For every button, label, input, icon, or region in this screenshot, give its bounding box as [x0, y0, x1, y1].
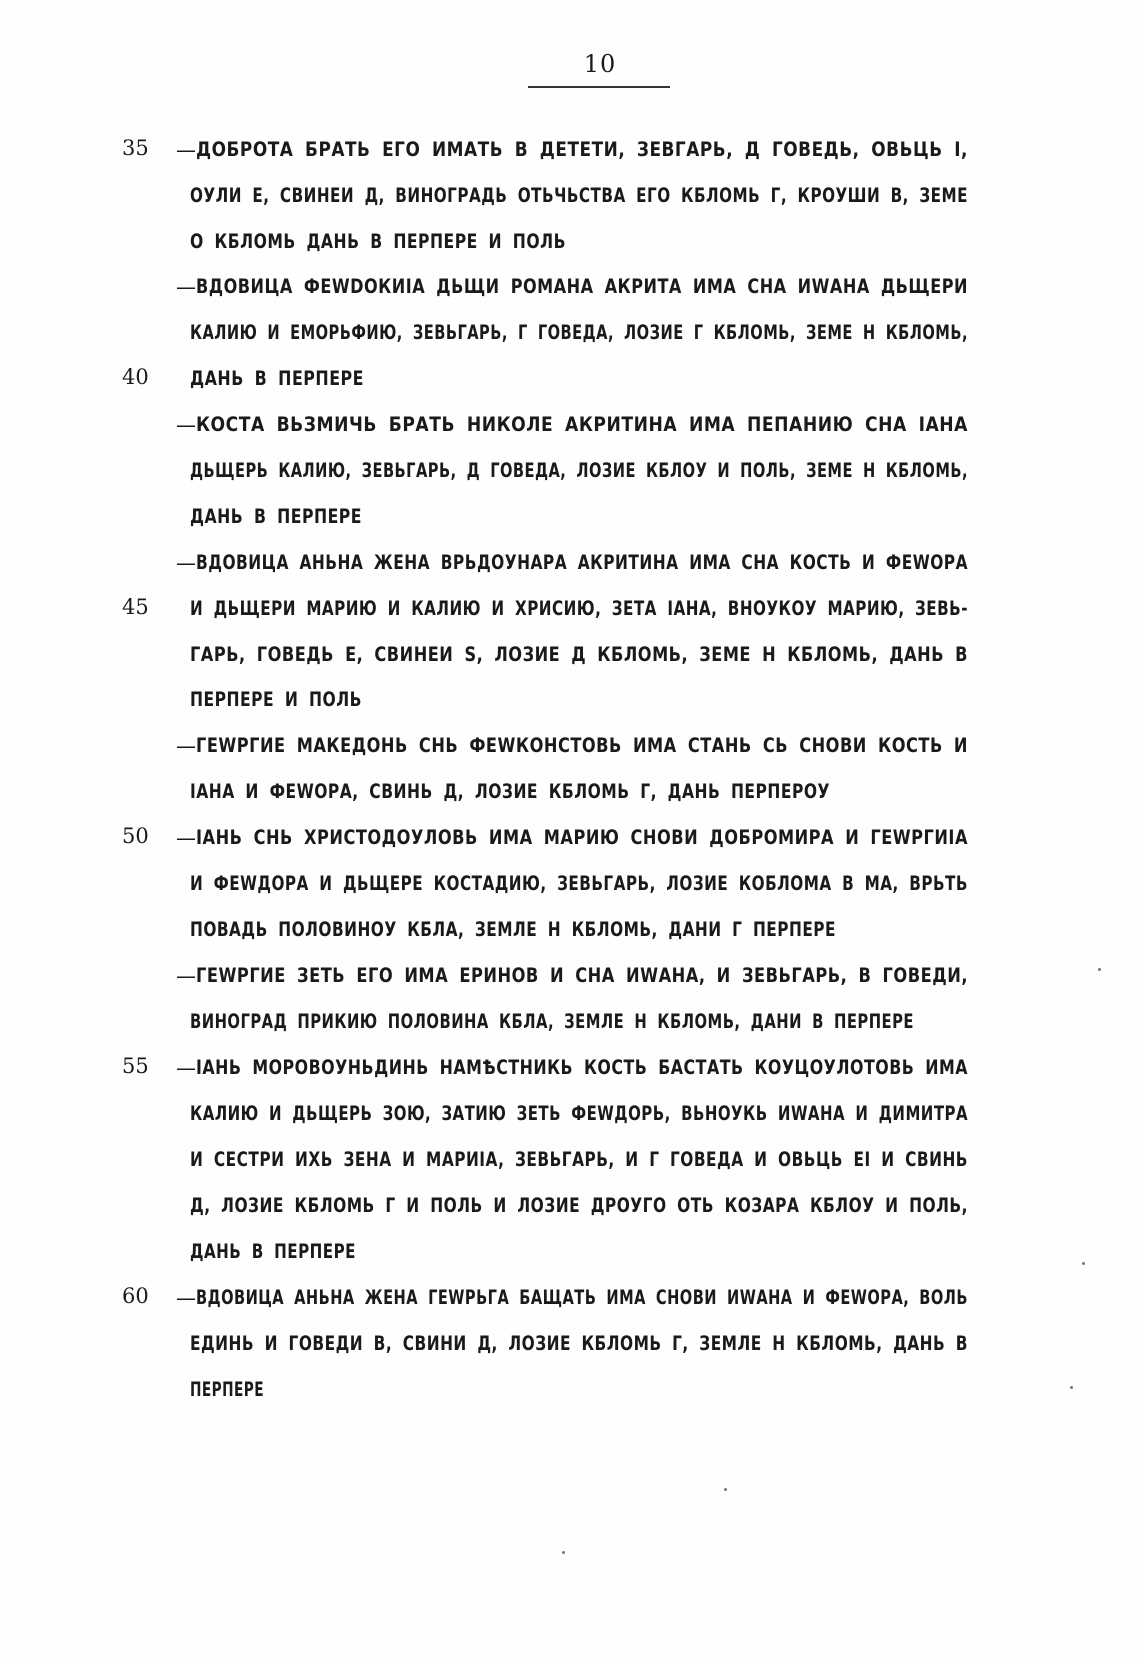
line-text: КАЛИЮ И ДЬЩЕРЬ ЗОЮ, ЗАТИЮ ЗЕТЬ ФЕWДОРЬ, ВЬНОУКЬ ИWАНА И ДИМИТРА	[190, 1102, 968, 1125]
paper-speck	[1082, 1262, 1085, 1265]
text-line	[0, 130, 1140, 176]
text-line	[0, 267, 1140, 313]
text-line	[0, 635, 1140, 681]
text-line	[0, 451, 1140, 497]
line-text: КОСТА ВЬЗМИЧЬ БРАТЬ НИКОЛЕ АКРИТИНА ИМА ПЕПАНИЮ СНА IАНА	[196, 413, 968, 436]
line-text: ДАНЬ В ПЕРПЕРЕ	[190, 367, 364, 390]
entry-dash: —	[176, 964, 196, 988]
line-text: ГЕWРГИЕ МАКЕДОНЬ СНЬ ФЕWКОНСТОВЬ ИМА СТАНЬ СЬ СНОВИ КОСТЬ И	[196, 734, 968, 757]
line-text: ДАНЬ В ПЕРПЕРЕ	[190, 1240, 356, 1263]
line-text: ГЕWРГИЕ ЗЕТЬ ЕГО ИМА ЕРИНОВ И СНА ИWАНА, И ЗЕВЬГАРЬ, В ГОВЕДИ,	[196, 964, 968, 987]
text-line	[0, 1048, 1140, 1094]
line-text: Д, ЛОЗИЕ КБЛОМЬ Г И ПОЛЬ И ЛОЗИЕ ДРОУГО ОТЬ КОЗАРА КБЛОУ И ПОЛЬ,	[190, 1194, 968, 1217]
text-line	[0, 359, 1140, 405]
line-text: О КБЛОМЬ ДАНЬ В ПЕРПЕРЕ И ПОЛЬ	[190, 230, 566, 253]
entry-dash: —	[176, 826, 196, 850]
line-text: ДОБРОТА БРАТЬ ЕГО ИМАТЬ В ДЕТЕТИ, ЗЕВГАРЬ, Д ГОВЕДЬ, ОВЬЦЬ І,	[196, 138, 968, 161]
line-number: 35	[122, 136, 149, 160]
line-number: 55	[122, 1054, 149, 1078]
text-line	[0, 543, 1140, 589]
text-line	[0, 1002, 1140, 1048]
page-number: 10	[583, 50, 617, 78]
text-line	[0, 818, 1140, 864]
text-line	[0, 497, 1140, 543]
text-line	[0, 1140, 1140, 1186]
text-line	[0, 1094, 1140, 1140]
line-text: IАНЬ СНЬ ХРИСТОДОУЛОВЬ ИМА МАРИЮ СНОВИ ДОБРОМИРА И ГЕWРГИIA	[196, 826, 968, 849]
text-line	[0, 910, 1140, 956]
text-line	[0, 405, 1140, 451]
text-line	[0, 1186, 1140, 1232]
line-text: И ФЕWДОРА И ДЬЩЕРЕ КОСТАДИЮ, ЗЕВЬГАРЬ, ЛОЗИЕ КОБЛОМА В МА, ВРЬТЬ	[190, 872, 968, 895]
line-text: ПЕРПЕРЕ И ПОЛЬ	[190, 688, 362, 711]
text-line	[0, 222, 1140, 268]
text-line	[0, 1278, 1140, 1324]
line-text: ПЕРПЕРЕ	[190, 1378, 264, 1401]
entry-dash: —	[176, 1056, 196, 1080]
line-text: ЕДИНЬ И ГОВЕДИ В, СВИНИ Д, ЛОЗИЕ КБЛОМЬ Г, ЗЕМЛЕ Н КБЛОМЬ, ДАНЬ В	[190, 1332, 968, 1355]
text-line	[0, 313, 1140, 359]
line-number: 50	[122, 824, 149, 848]
line-text: ВИНОГРАД ПРИКИЮ ПОЛОВИНА КБЛА, ЗЕМЛЕ Н КБЛОМЬ, ДАНИ В ПЕРПЕРЕ	[190, 1010, 914, 1033]
text-line	[0, 589, 1140, 635]
line-text: ПОВАДЬ ПОЛОВИНОУ КБЛА, ЗЕМЛЕ Н КБЛОМЬ, ДАНИ Г ПЕРПЕРЕ	[190, 918, 836, 941]
text-line	[0, 176, 1140, 222]
line-text: IАНА И ФЕWОРА, СВИНЬ Д, ЛОЗИЕ КБЛОМЬ Г, ДАНЬ ПЕРПЕРОУ	[190, 780, 830, 803]
line-text: ВДОВИЦА ФЕWDОКИIA ДЬЩИ РОМАНА АКРИТА ИМА СНА ИWАНА ДЬЩЕРИ	[196, 275, 968, 298]
line-text: И ДЬЩЕРИ МАРИЮ И КАЛИЮ И ХРИСИЮ, ЗЕТА IАНА, ВНОУКОУ МАРИЮ, ЗЕВЬ-	[190, 597, 968, 620]
line-text: И СЕСТРИ ИХЬ ЗЕНА И МАРИIA, ЗЕВЬГАРЬ, И Г ГОВЕДА И ОВЬЦЬ ЕІ И СВИНЬ	[190, 1148, 968, 1171]
entry-dash: —	[176, 413, 196, 437]
line-text: ВДОВИЦА АНЬНА ЖЕНА ГЕWРЬГА БАЩАТЬ ИМА СНОВИ ИWАНА И ФЕWОРА, ВОЛЬ	[196, 1286, 968, 1309]
text-line	[0, 680, 1140, 726]
line-text: ОУЛИ Е, СВИНЕИ Д, ВИНОГРАДЬ ОТЬЧЬСТВА ЕГО КБЛОМЬ Г, КРОУШИ В, ЗЕМЕ	[190, 184, 968, 207]
line-text: ГАРЬ, ГОВЕДЬ Е, СВИНЕИ S, ЛОЗИЕ Д КБЛОМЬ, ЗЕМЕ Н КБЛОМЬ, ДАНЬ В	[190, 643, 968, 666]
paper-speck	[724, 1488, 727, 1491]
text-line	[0, 1324, 1140, 1370]
paper-speck	[562, 1551, 565, 1554]
text-line	[0, 726, 1140, 772]
text-line	[0, 1232, 1140, 1278]
text-line	[0, 864, 1140, 910]
entry-dash: —	[176, 734, 196, 758]
line-text: ВДОВИЦА АНЬНА ЖЕНА ВРЬДОУНАРА АКРИТИНА ИМА СНА КОСТЬ И ФЕWОРА	[196, 551, 968, 574]
line-number: 45	[122, 595, 149, 619]
entry-dash: —	[176, 551, 196, 575]
entry-dash: —	[176, 275, 196, 299]
paper-speck	[1070, 1386, 1073, 1389]
line-number: 40	[122, 365, 149, 389]
entry-dash: —	[176, 138, 196, 162]
paper-speck	[1098, 968, 1101, 971]
line-text: КАЛИЮ И ЕМОРЬФИЮ, ЗЕВЬГАРЬ, Г ГОВЕДА, ЛОЗИЕ Г КБЛОМЬ, ЗЕМЕ Н КБЛОМЬ,	[190, 321, 968, 344]
line-text: ДАНЬ В ПЕРПЕРЕ	[190, 505, 362, 528]
line-text: ДЬЩЕРЬ КАЛИЮ, ЗЕВЬГАРЬ, Д ГОВЕДА, ЛОЗИЕ КБЛОУ И ПОЛЬ, ЗЕМЕ Н КБЛОМЬ,	[190, 459, 968, 482]
line-number: 60	[122, 1284, 149, 1308]
text-line	[0, 1370, 1140, 1416]
line-text: IАНЬ МОРОВОУНЬДИНЬ НАМѢСТНИКЬ КОСТЬ БАСТАТЬ КОУЦОУЛОТОВЬ ИМА	[196, 1056, 968, 1079]
entry-dash: —	[176, 1286, 196, 1310]
text-line	[0, 772, 1140, 818]
text-line	[0, 956, 1140, 1002]
page-number-rule	[528, 86, 670, 88]
